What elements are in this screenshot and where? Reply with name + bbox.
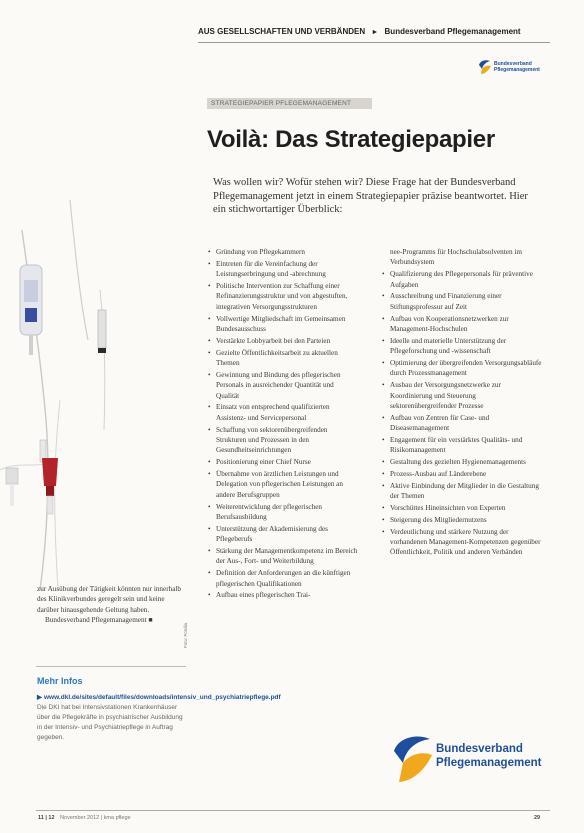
continuation-text bbox=[37, 584, 181, 627]
col1-item: • Gezielte Öffentlichkeitsarbeit zu aktuellen Themen bbox=[208, 348, 358, 369]
bullet-list-1 bbox=[208, 247, 358, 601]
col2-item: • Ideelle und materielle Unterstützung der Pflegeforschung und -wissenschaft bbox=[382, 336, 542, 357]
logo-small-line2: Pflegemanagement bbox=[494, 67, 540, 73]
bullet-column-1 bbox=[208, 247, 358, 602]
col2-item: • Qualifizierung des Pflegepersonals für präventive Aufgaben bbox=[382, 269, 542, 290]
continuation-paragraph: zur Ausübung der Tätigkeit könnten nur innerhalb des Klinikverbundes geregelt sein und keine darüber hinausgehende Geltung haben. bbox=[37, 585, 181, 614]
col1-item: • Weiterentwicklung der pflegerischen Berufsausbildung bbox=[208, 502, 358, 523]
col1-item: • Aufbau eines pflegerischen Trai- bbox=[208, 590, 358, 600]
footer-page-left: 11 | 12 bbox=[38, 815, 55, 821]
photo-credit bbox=[183, 590, 191, 650]
bullet-column-2 bbox=[382, 247, 542, 559]
col1-item: • Gründung von Pflegekammern bbox=[208, 247, 358, 257]
logo-small bbox=[478, 59, 548, 77]
col2-item: • Prozess-Ausbau auf Länderebene bbox=[382, 469, 542, 479]
header-separator: ► bbox=[371, 29, 379, 36]
bvpm-logo-icon bbox=[478, 59, 492, 75]
col1-item: • Einsatz von entsprechend qualifizierten Assistenz- und Servicepersonal bbox=[208, 402, 358, 423]
photo-credit-text: Foto: Fotolia bbox=[183, 622, 188, 648]
infos-box bbox=[37, 693, 281, 743]
infos-text: Die DKI hat bei Intensivstationen Krankenhäuser über die Pflegekräfte in psychiatrischer Ausbildung in der Intensiv- und Psychiatriepflege in Auftrag gegeben. bbox=[37, 704, 183, 741]
col1-item: • Stärkung der Managementkompetenz im Bereich der Aus-, Fort- und Weiterbildung bbox=[208, 546, 358, 567]
infos-heading: Mehr Infos bbox=[37, 676, 83, 686]
signature bbox=[37, 615, 181, 626]
col1-item: • Definition der Anforderungen an die künftigen pflegerischen Qualifikationen bbox=[208, 568, 358, 589]
col2-item: • Aufbau von Zentren für Case- und Diseasemanagement bbox=[382, 413, 542, 434]
col2-item: • Verdeutlichung und stärkere Nutzung der vorhandenen Management-Kompetenzen gegenüber Öffentlichkeit, Politik und anderen Verbänden bbox=[382, 527, 542, 558]
col1-item: • Verstärkte Lobbyarbeit bei den Parteien bbox=[208, 336, 358, 346]
col1-item: • Vollwertige Mitgliedschaft im Gemeinsamen Bundesausschuss bbox=[208, 314, 358, 335]
footer-rule bbox=[36, 810, 550, 811]
col2-item: • Optimierung der übergreifenden Versorgungsabläufe durch Prozessmanagement bbox=[382, 358, 542, 379]
col2-item: • Vorschüttes Hineinsichten von Experten bbox=[382, 503, 542, 513]
arrow-right-icon: ▶ bbox=[37, 694, 42, 701]
col1-item: • Schaffung von sektorenübergreifenden Strukturen und Prozessen in den Gesundheitseinrichtungen bbox=[208, 425, 358, 456]
running-header bbox=[198, 27, 548, 41]
logo-big-line2: Pflegemanagement bbox=[436, 757, 542, 769]
col1-item: • Unterstützung der Akademisierung des Pflegeberufs bbox=[208, 524, 358, 545]
end-mark: ■ bbox=[148, 617, 153, 625]
infos-link-row bbox=[37, 693, 281, 703]
page-title: Voilà: Das Strategiepapier bbox=[207, 126, 495, 153]
col2-item: • Engagement für ein verstärktes Qualitäts- und Risikomanagement bbox=[382, 435, 542, 456]
header-org: Bundesverband Pflegemanagement bbox=[384, 27, 521, 36]
col1-item: • Politische Intervention zur Schaffung einer Refinanzierungsstruktur und von abgestuften, integrativen Versorgungsstrukturen bbox=[208, 281, 358, 312]
kicker: STRATEGIEPAPIER PFLEGEMANAGEMENT bbox=[207, 98, 372, 109]
col2-item: nee-Programms für Hochschulabsolventen im Verbundsystem bbox=[390, 248, 522, 267]
col2-item: • Ausbau der Versorgungsnetzwerke zur Koordinierung und Steuerung sektorenübergreifender Prozesse bbox=[382, 380, 542, 411]
header-section: AUS GESELLSCHAFTEN UND VERBÄNDEN bbox=[198, 27, 366, 36]
infos-link[interactable]: www.dkl.de/sites/default/files/downloads/intensiv_und_psychiatriepflege.pdf bbox=[44, 694, 281, 701]
infos-rule bbox=[36, 666, 186, 667]
col1-item: • Positionierung einer Chief Nurse bbox=[208, 457, 358, 467]
col1-item: • Übernahme von ärztlichen Leistungen und Delegation von pflegerischen Leistungen an andere Berufsgruppen bbox=[208, 469, 358, 500]
col1-item: • Gewinnung und Bindung des pflegerischen Personals in ausreichender Quantität und Qualität bbox=[208, 370, 358, 401]
header-rule bbox=[198, 42, 550, 43]
intro-paragraph: Was wollen wir? Wofür stehen wir? Diese Frage hat der Bundesverband Pflegemanagement jetzt in einem Strategiepapier präzise beantwortet. Hier ein stichwortartiger Überblick: bbox=[213, 177, 528, 215]
bullet-list-2 bbox=[382, 247, 542, 558]
logo-small-line1: Bundesverband bbox=[494, 61, 532, 67]
footer-left bbox=[38, 815, 131, 821]
iv-drip-photo bbox=[0, 170, 200, 590]
signature-text: Bundesverband Pflegemanagement bbox=[45, 616, 147, 625]
footer-issue: November 2012 | kma pflege bbox=[60, 815, 131, 821]
col2-item: • Gestaltung des gezielten Hygienemanagements bbox=[382, 457, 542, 467]
logo-small-text bbox=[494, 61, 540, 73]
col2-item: • Aufbau von Kooperationsnetzwerken zur Management-Hochschulen bbox=[382, 314, 542, 335]
col2-item: • Aktive Einbindung der Mitglieder in die Gestaltung der Themen bbox=[382, 481, 542, 502]
logo-big-line1: Bundesverband bbox=[436, 743, 523, 755]
col1-item: • Eintreten für die Vereinfachung der Leistungserbringung und -abrechnung bbox=[208, 259, 358, 280]
logo-big bbox=[390, 733, 550, 785]
footer-page-right: 29 bbox=[534, 815, 541, 821]
col2-item: • Steigerung des Mitgliedernutzens bbox=[382, 515, 542, 525]
bvpm-logo-large-icon bbox=[390, 733, 434, 785]
col2-item: • Ausschreibung und Finanzierung einer Stiftungsprofessur auf Zeit bbox=[382, 291, 542, 312]
